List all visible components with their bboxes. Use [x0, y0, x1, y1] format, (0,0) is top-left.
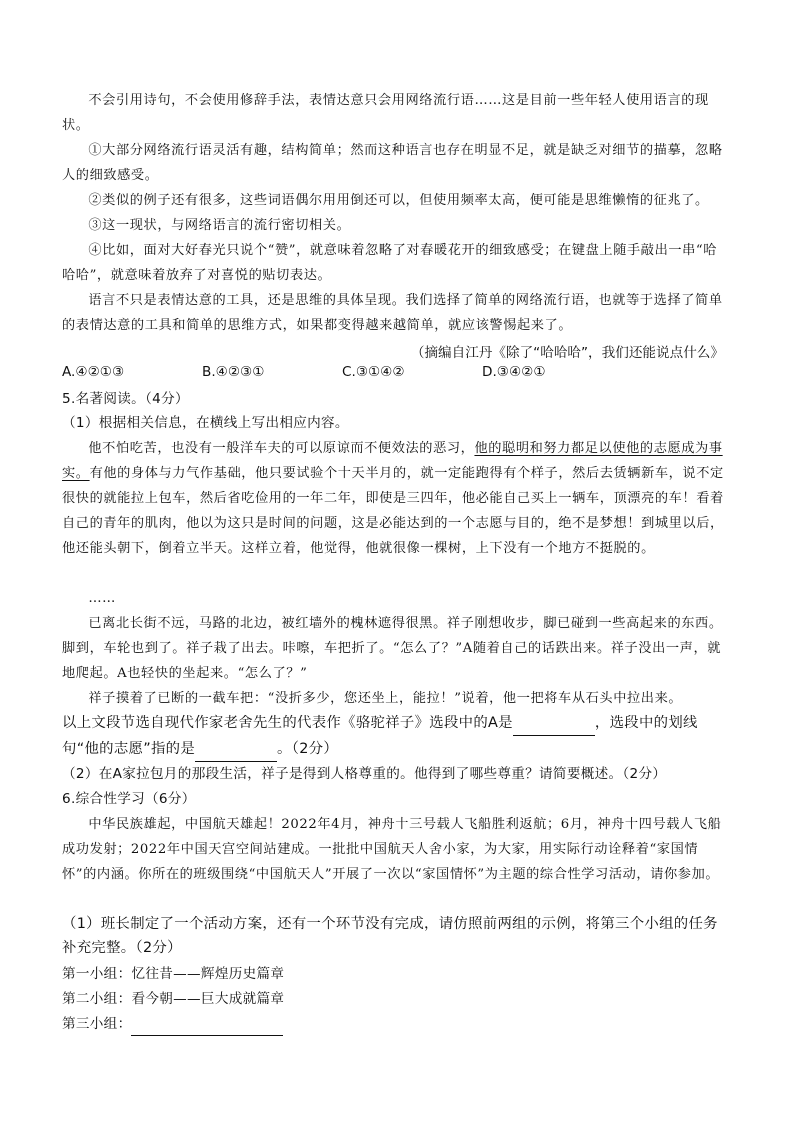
novel-para-3: 祥子摸着了已断的一截车把：“没折多少，您还坐上，能拉！”说着，他一把将车从石头中拉出来。	[88, 691, 683, 706]
q6-sub1: （1）班长制定了一个活动方案，还有一个环节没有完成，请仿照前两组的示例，将第三个小组的任务补充完整。（2分）	[62, 916, 718, 956]
sentence-4: ④比如，面对大好春光只说个“赞”，就意味着忽略了对春暖花开的细致感受；在键盘上随手敲出一串“哈哈哈”，就意味着放弃了对喜悦的贴切表达。	[62, 243, 718, 283]
para1-pre: 他不怕吃苦，也没有一般洋车夫的可以原谅而不便效法的恶习，	[88, 441, 475, 456]
passage-source: （摘编自江丹《除了“哈哈哈”，我们还能说点什么》	[410, 345, 724, 361]
para1-underlined: 他的聪明和努力都足以使他的志愿成为事实。	[62, 441, 723, 481]
answer-blank-a[interactable]	[513, 719, 595, 736]
q6-heading: 6.综合性学习（6分）	[62, 791, 196, 807]
group-3-answer-blank[interactable]	[131, 1019, 283, 1036]
passage-intro: 不会引用诗句，不会使用修辞手法，表情达意只会用网络流行语……这是目前一些年轻人使用语言的现状。	[62, 93, 709, 133]
group-2: 第二小组：看今朝——巨大成就篇章	[62, 991, 285, 1007]
answer-blank-wish[interactable]	[195, 745, 277, 762]
sentence-3: ③这一现状，与网络语言的流行密切相关。	[88, 218, 351, 233]
answer-options	[62, 364, 732, 388]
novel-para-1	[62, 436, 728, 561]
option-a: A.④②①③	[62, 364, 125, 380]
group-1: 第一小组：忆往昔——辉煌历史篇章	[62, 966, 285, 982]
q5-heading: 5.名著阅读。（4分）	[62, 391, 189, 407]
novel-para-2: 已离北长街不远，马路的北边，被红墙外的槐林遮得很黑。祥子刚想收步，脚已碰到一些高起来的东西。脚到，车轮也到了。祥子栽了出去。咔嚓，车把折了。“怎么了？”A随着自己的话跌出来。祥子没出一声，就地爬起。A也轻快的坐起来。“怎么了？”	[62, 616, 723, 681]
q5-question-part3: 。（2分）	[277, 741, 339, 757]
sentence-1: ①大部分网络流行语灵活有趣，结构简单；然而这种语言也存在明显不足，就是缺乏对细节的描摹，忽略人的细致感受。	[62, 143, 723, 183]
q5-question	[62, 710, 732, 762]
q6-intro: 中华民族雄起，中国航天雄起！2022年4月，神舟十三号载人飞船胜利返航；6月，神舟十四号载人飞船成功发射；2022年中国天宫空间站建成。一批批中国航天人舍小家，为大家，用实际行动诠释着“家国情怀”的内涵。你所在的班级围绕“中国航天人”开展了一次以“家国情怀”为主题的综合性学习活动，请你参加。	[62, 817, 722, 882]
q5-sub2: （2）在A家拉包月的那段生活，祥子是得到人格尊重的。他得到了哪些尊重？请简要概述。（2分）	[62, 766, 667, 782]
option-c: C.③①④②	[342, 364, 405, 380]
para1-post: 有他的身体与力气作基础，他只要试验个十天半月的，就一定能跑得有个样子，然后去赁辆新车，说不定很快的就能拉上包车，然后省吃俭用的一年二年，即使是三四年，他必能自己买上一辆车，顶漂亮的车！看着自己的青年的肌肉，他以为这只是时间的问题，这是必能达到的一个志愿与目的，绝不是梦想！到城里以后，他还能头朝下，倒着立半天。这样立着，他觉得，他就很像一棵树，上下没有一个地方不挺脱的。	[62, 466, 724, 556]
passage-conclusion: 语言不只是表情达意的工具，还是思维的具体呈现。我们选择了简单的网络流行语，也就等于选择了简单的表情达意的工具和简单的思维方式，如果都变得越来越简单，就应该警惕起来了。	[62, 293, 723, 333]
novel-ellipsis: ……	[88, 591, 116, 606]
group-3	[62, 1012, 732, 1036]
q5-sub1: （1）根据相关信息，在横线上写出相应内容。	[62, 415, 349, 431]
group-3-label: 第三小组：	[62, 1016, 132, 1032]
sentence-2: ②类似的例子还有很多，这些词语偶尔用用倒还可以，但使用频率太高，便可能是思维懒惰的征兆了。	[88, 193, 709, 208]
option-b: B.④②③①	[202, 364, 265, 380]
q5-question-part1: 以上文段节选自现代作家老舍先生的代表作《骆驼祥子》选段中的A是	[62, 715, 513, 731]
q5-question-part2: ，选段中的划线句“他的志愿”指的是	[62, 715, 698, 757]
option-d: D.③④②①	[482, 364, 546, 380]
